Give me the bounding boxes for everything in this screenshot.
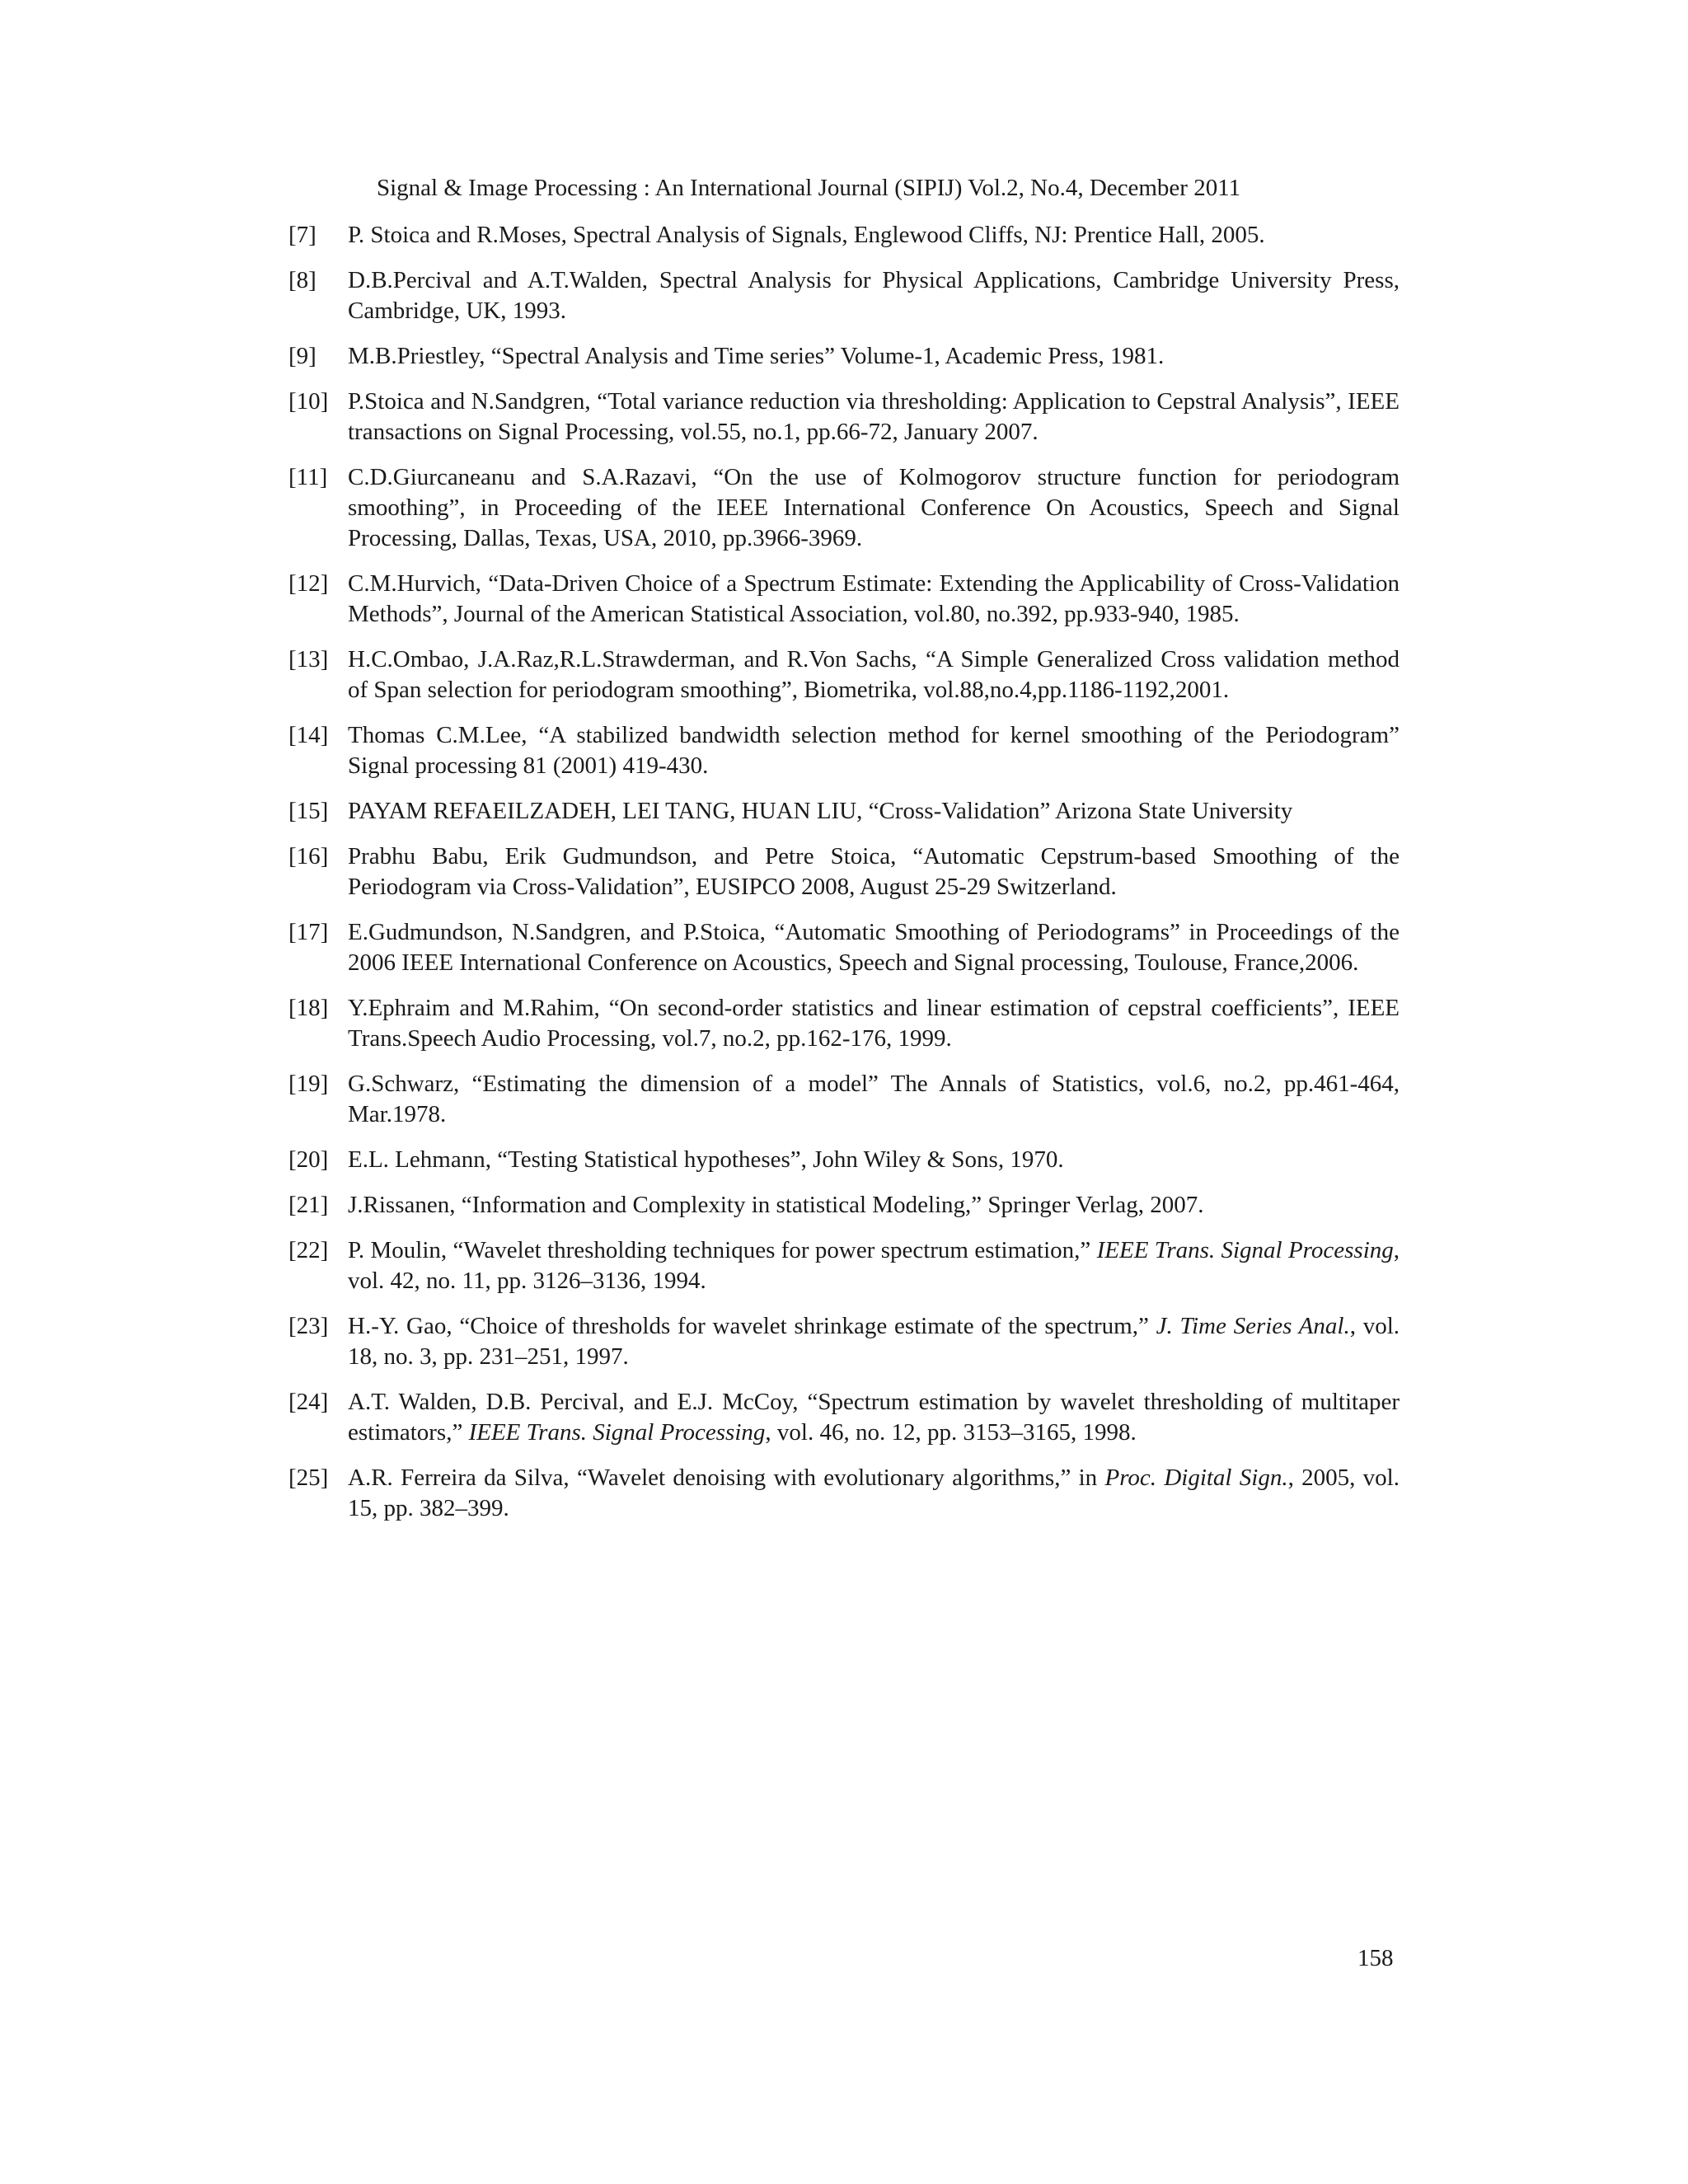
reference-number: [13] [288,646,329,673]
reference-text: E.L. Lehmann, “Testing Statistical hypotheses”, John Wiley & Sons, 1970. [348,1146,1064,1173]
reference-number: [22] [288,1237,329,1263]
reference-journal-italic: IEEE Trans. Signal Processing [468,1419,766,1446]
reference-text: Prabhu Babu, Erik Gudmundson, and Petre Stoica, “Automatic Cepstrum-based Smoothing of the Periodogram via Cross-Validation”, EUSIPCO 2008, August 25-29 Switzerland. [348,843,1400,900]
reference-item [288,265,1400,326]
reference-text: Thomas C.M.Lee, “A stabilized bandwidth selection method for kernel smoothing of the Periodogram” Signal processing 81 (2001) 419-430. [348,722,1400,779]
reference-number: [12] [288,570,329,597]
reference-text-plain: , vol. 18, no. 3, pp. 231–251, 1997. [348,1313,1400,1370]
reference-item [288,387,1400,448]
reference-item [288,1387,1400,1448]
reference-item [288,341,1400,372]
reference-text [348,1311,1400,1372]
reference-number: [15] [288,798,329,824]
reference-text: PAYAM REFAEILZADEH, LEI TANG, HUAN LIU, “Cross-Validation” Arizona State University [348,798,1293,824]
reference-item [288,1069,1400,1130]
page-number: 158 [1357,1945,1394,1971]
reference-text-plain: H.-Y. Gao, “Choice of thresholds for wavelet shrinkage estimate of the spectrum,” [348,1313,1156,1339]
reference-text [348,1463,1400,1524]
reference-text: P. Stoica and R.Moses, Spectral Analysis of Signals, Englewood Cliffs, NJ: Prentice Hall, 2005. [348,222,1265,248]
reference-text: D.B.Percival and A.T.Walden, Spectral Analysis for Physical Applications, Cambridge University Press, Cambridge, UK, 1993. [348,267,1400,324]
reference-text: E.Gudmundson, N.Sandgren, and P.Stoica, “Automatic Smoothing of Periodograms” in Proceedings of the 2006 IEEE International Conference on Acoustics, Speech and Signal processing, Toulouse, France,2006. [348,919,1400,976]
reference-journal-italic: J. Time Series Anal. [1156,1313,1350,1339]
reference-item [288,1463,1400,1524]
reference-item [288,220,1400,251]
reference-item [288,1190,1400,1221]
reference-item [288,720,1400,781]
reference-number: [14] [288,722,329,748]
reference-text: J.Rissanen, “Information and Complexity in statistical Modeling,” Springer Verlag, 2007. [348,1192,1204,1218]
reference-text-plain: , 2005, vol. 15, pp. 382–399. [348,1465,1400,1521]
reference-item [288,841,1400,902]
reference-number: [20] [288,1146,329,1173]
reference-list [288,220,1400,1539]
reference-number: [18] [288,995,329,1021]
reference-number: [9] [288,343,316,369]
reference-number: [7] [288,222,316,248]
reference-number: [16] [288,843,329,869]
reference-text-plain: A.T. Walden, D.B. Percival, and E.J. McCoy, “Spectrum estimation by wavelet thresholding of multitaper estimators,” [348,1389,1400,1446]
reference-item [288,569,1400,630]
reference-item [288,1311,1400,1372]
reference-text: M.B.Priestley, “Spectral Analysis and Time series” Volume-1, Academic Press, 1981. [348,343,1165,369]
reference-item [288,993,1400,1054]
reference-number: [11] [288,464,328,490]
reference-number: [17] [288,919,329,945]
reference-number: [23] [288,1313,329,1339]
reference-text-plain: , vol. 42, no. 11, pp. 3126–3136, 1994. [348,1237,1400,1294]
reference-item [288,917,1400,978]
reference-journal-italic: Proc. Digital Sign. [1104,1465,1288,1491]
reference-text: Y.Ephraim and M.Rahim, “On second-order statistics and linear estimation of cepstral coefficients”, IEEE Trans.Speech Audio Processing, vol.7, no.2, pp.162-176, 1999. [348,995,1400,1052]
reference-text: P.Stoica and N.Sandgren, “Total variance reduction via thresholding: Application to Cepstral Analysis”, IEEE transactions on Signal Processing, vol.55, no.1, pp.66-72, January 2007. [348,388,1400,445]
reference-text [348,1235,1400,1296]
reference-text-plain: A.R. Ferreira da Silva, “Wavelet denoising with evolutionary algorithms,” in [348,1465,1105,1491]
reference-number: [24] [288,1389,329,1415]
reference-text: H.C.Ombao, J.A.Raz,R.L.Strawderman, and R.Von Sachs, “A Simple Generalized Cross validation method of Span selection for periodogram smoothing”, Biometrika, vol.88,no.4,pp.1186-1192,2001. [348,646,1400,703]
reference-journal-italic: IEEE Trans. Signal Processing [1096,1237,1394,1263]
reference-item [288,644,1400,705]
reference-item [288,1235,1400,1296]
reference-number: [19] [288,1071,329,1097]
reference-text [348,1387,1400,1448]
reference-number: [21] [288,1192,329,1218]
reference-number: [25] [288,1465,329,1491]
running-header: Signal & Image Processing : An International Journal (SIPIJ) Vol.2, No.4, December 2011 [377,175,1241,201]
reference-number: [10] [288,388,329,415]
reference-item [288,1145,1400,1175]
reference-text: C.M.Hurvich, “Data-Driven Choice of a Spectrum Estimate: Extending the Applicability of Cross-Validation Methods”, Journal of the American Statistical Association, vol.80, no.392, pp.933-940, 1985. [348,570,1400,627]
reference-text-plain: , vol. 46, no. 12, pp. 3153–3165, 1998. [765,1419,1137,1446]
reference-text-plain: P. Moulin, “Wavelet thresholding techniques for power spectrum estimation,” [348,1237,1097,1263]
reference-text: C.D.Giurcaneanu and S.A.Razavi, “On the use of Kolmogorov structure function for periodogram smoothing”, in Proceeding of the IEEE International Conference On Acoustics, Speech and Signal Processing, Dallas, Texas, USA, 2010, pp.3966-3969. [348,464,1400,551]
reference-number: [8] [288,267,316,293]
reference-text: G.Schwarz, “Estimating the dimension of a model” The Annals of Statistics, vol.6, no.2, pp.461-464, Mar.1978. [348,1071,1400,1127]
reference-item [288,462,1400,554]
reference-item [288,796,1400,827]
